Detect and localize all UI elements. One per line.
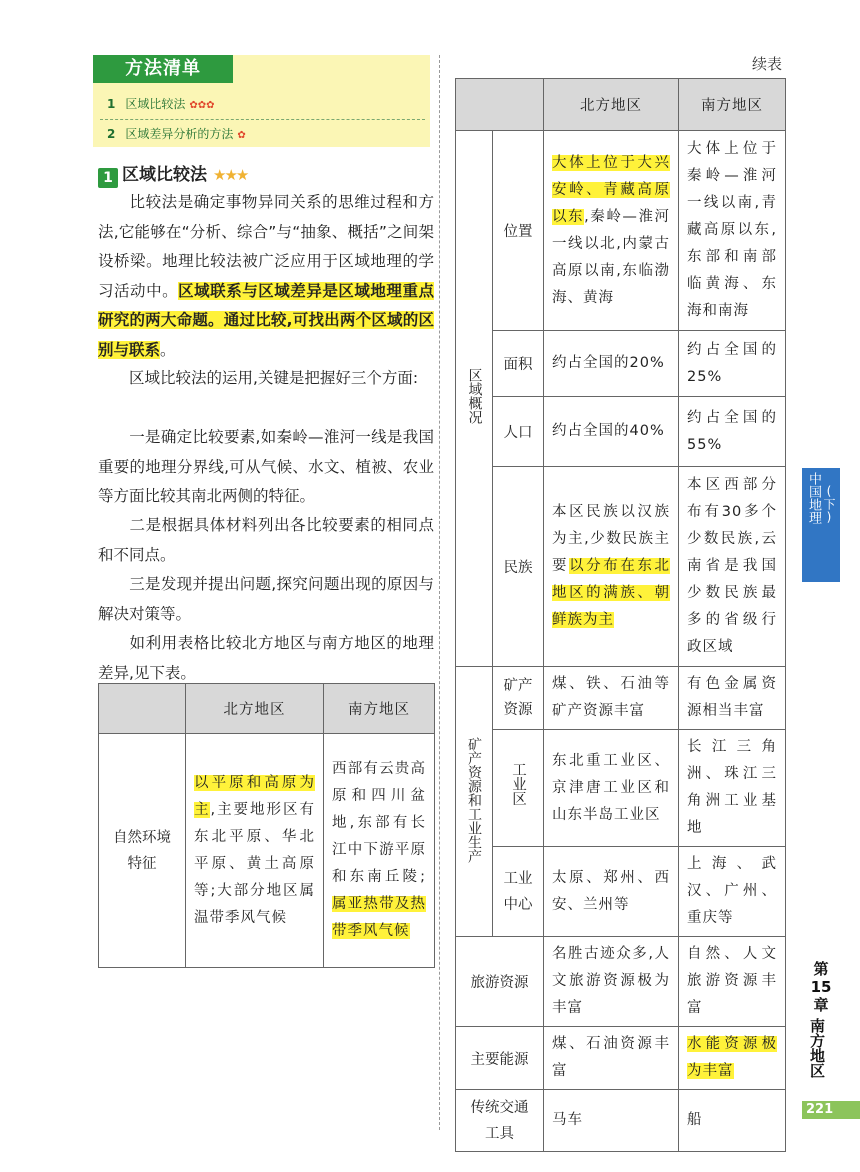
table-cell: 名胜古迹众多,人文旅游资源极为丰富	[544, 937, 679, 1027]
table-cell: 大体上位于秦岭—淮河一线以南,青藏高原以东,东部和南部临黄海、东海和南海	[679, 131, 786, 331]
star-icon: ✿✿✿	[189, 100, 215, 111]
table-cell: 西部有云贵高原和四川盆地,东部有长江中下游平原和东南丘陵;属亚热带及热带季风气候	[324, 734, 435, 968]
paragraph-6: 如利用表格比较北方地区与南方地区的地理差异,见下表。	[98, 634, 434, 682]
table-cell: 有色金属资源相当丰富	[679, 667, 786, 730]
table-cell: 以平原和高原为主,主要地形区有东北平原、华北平原、黄土高原等;大部分地区属温带季风气候	[186, 734, 324, 968]
row-label-area: 面积	[493, 331, 544, 397]
table-cell: 大体上位于大兴安岭、青藏高原以东,秦岭—淮河一线以北,内蒙古高原以南,东临渤海、黄海	[544, 131, 679, 331]
row-label-energy: 主要能源	[456, 1027, 544, 1090]
row-label-industrial-zone: 工业区	[493, 730, 544, 847]
table-cell: 自然、人文旅游资源丰富	[679, 937, 786, 1027]
paragraph-4: 二是根据具体材料列出各比较要素的相同点和不同点。	[98, 516, 434, 564]
table-cell: 煤、石油资源丰富	[544, 1027, 679, 1090]
continued-label: 续表	[752, 55, 783, 73]
row-label-mineral: 矿产资源	[493, 667, 544, 730]
table-cell: 东北重工业区、京津唐工业区和山东半岛工业区	[544, 730, 679, 847]
comparison-table-left	[98, 683, 435, 968]
row-label-transport: 传统交通工具	[456, 1090, 544, 1152]
paragraph-3: 一是确定比较要素,如秦岭—淮河一线是我国重要的地理分界线,可从气候、水文、植被、农业等方面比较其南北两侧的特征。	[98, 428, 434, 505]
table-cell: 长江三角洲、珠江三角洲工业基地	[679, 730, 786, 847]
method-list-title: 方法清单	[93, 55, 233, 83]
table-header-south: 南方地区	[324, 684, 435, 734]
row-label-location: 位置	[493, 131, 544, 331]
side-tab-china-geography: 中国地理(下)	[802, 468, 840, 582]
table-cell: 煤、铁、石油等矿产资源丰富	[544, 667, 679, 730]
star-icon: ★★★	[213, 166, 248, 184]
row-label-tourism: 旅游资源	[456, 937, 544, 1027]
table-cell: 水能资源极为丰富	[679, 1027, 786, 1090]
section-heading: 1 区域比较法 ★★★	[98, 160, 247, 184]
table-cell: 马车	[544, 1090, 679, 1152]
star-icon: ✿	[237, 130, 246, 141]
chapter-label: 第 15 章 南方地区	[808, 960, 832, 1078]
group-label-mineral-industry: 矿产资源和工业生产	[456, 667, 493, 937]
row-label-population: 人口	[493, 397, 544, 467]
paragraph-5: 三是发现并提出问题,探究问题出现的原因与解决对策等。	[98, 575, 434, 623]
table-header-south: 南方地区	[679, 79, 786, 131]
divider-line	[100, 119, 425, 120]
column-divider	[439, 55, 440, 1130]
table-cell: 上海、武汉、广州、重庆等	[679, 847, 786, 937]
row-label-ethnic: 民族	[493, 467, 544, 667]
table-cell: 约占全国的25%	[679, 331, 786, 397]
comparison-table-right	[455, 78, 786, 1152]
method-item-2: 2 区域差异分析的方法 ✿	[107, 127, 246, 141]
highlighted-text: 区域联系与区域差异是区域地理重点研究的两大命题。通过比较,可找出两个区域的区别与联系	[98, 281, 434, 359]
page-number: 221	[802, 1101, 860, 1119]
group-label-region-overview: 区域概况	[456, 131, 493, 667]
table-cell: 太原、郑州、西安、兰州等	[544, 847, 679, 937]
table-cell: 船	[679, 1090, 786, 1152]
paragraph-2: 区域比较法的运用,关键是把握好三个方面:	[129, 369, 419, 387]
table-cell: 约占全国的55%	[679, 397, 786, 467]
row-label-natural-environment: 自然环境特征	[99, 734, 186, 968]
table-header-north: 北方地区	[186, 684, 324, 734]
paragraph-1: 比较法是确定事物异同关系的思维过程和方法,它能够在“分析、综合”与“抽象、概括”之间架设桥梁。地理比较法被广泛应用于区域地理的学习活动中。区域联系与区域差异是区域地理重点研究的两大命题。通过比较,可找出两个区域的区别与联系。	[98, 193, 434, 359]
row-label-industrial-center: 工业中心	[493, 847, 544, 937]
table-header-north: 北方地区	[544, 79, 679, 131]
table-cell: 本区民族以汉族为主,少数民族主要以分布在东北地区的满族、朝鲜族为主	[544, 467, 679, 667]
table-header-empty	[99, 684, 186, 734]
table-cell: 约占全国的40%	[544, 397, 679, 467]
table-cell: 约占全国的20%	[544, 331, 679, 397]
table-header-empty	[456, 79, 544, 131]
method-item-1: 1 区域比较法 ✿✿✿	[107, 97, 215, 111]
section-number-badge: 1	[98, 168, 118, 188]
table-cell: 本区西部分布有30多个少数民族,云南省是我国少数民族最多的省级行政区域	[679, 467, 786, 667]
